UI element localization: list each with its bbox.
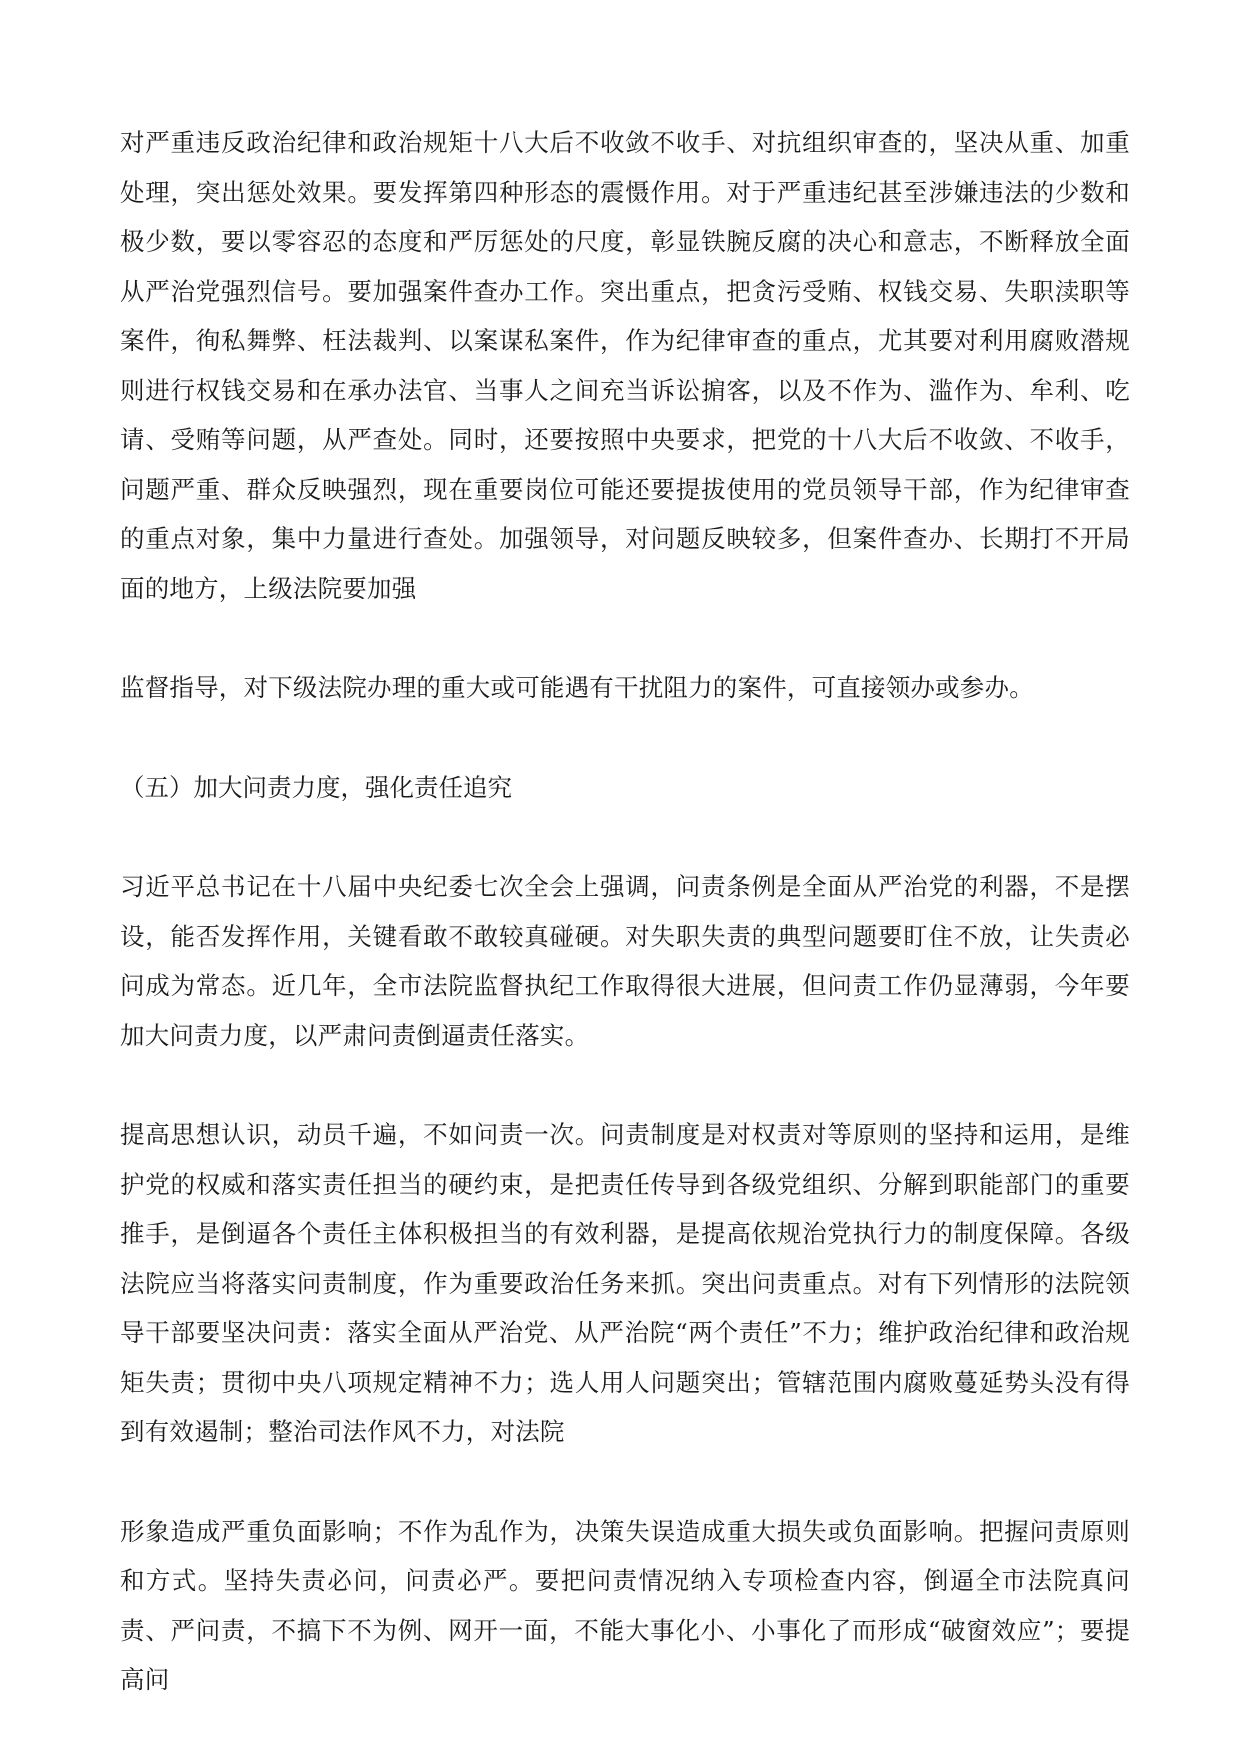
paragraph-xi-speech: 习近平总书记在十八届中央纪委七次全会上强调，问责条例是全面从严治党的利器，不是摆设，能否发挥作用，关键看敢不敢较真碰硬。对失职失责的典型问题要盯住不放，让失责必问成为常态。近几年，全市法院监督执纪工作取得很大进展，但问责工作仍显薄弱，今年要加大问责力度，以严肃问责倒逼责任落实。: [120, 872, 1130, 1050]
section-heading-accountability: （五）加大问责力度，强化责任追究: [120, 772, 512, 802]
document-page: [120, 118, 1130, 1705]
paragraph-raise-awareness: 提高思想认识，动员千遍，不如问责一次。问责制度是对权责对等原则的坚持和运用，是维护党的权威和落实责任担当的硬约束，是把责任传导到各级党组织、分解到职能部门的重要推手，是倒逼各个责任主体积极担当的有效利器，是提高依规治党执行力的制度保障。各级法院应当将落实问责制度，作为重要政治任务来抓。突出问责重点。对有下列情形的法院领导干部要坚决问责：落实全面从严治党、从严治院“两个责任”不力；维护政治纪律和政治规矩失责；贯彻中央八项规定精神不力；选人用人问题突出；管辖范围内腐败蔓延势头没有得到有效遏制；整治司法作风不力，对法院: [120, 1120, 1130, 1446]
page-break-gap: [120, 613, 1130, 663]
paragraph-supervision-guidance: 监督指导，对下级法院办理的重大或可能遇有干扰阻力的案件，可直接领办或参办。: [120, 673, 1034, 702]
paragraph-gap: [120, 713, 1130, 763]
paragraph-gap: [120, 812, 1130, 862]
paragraph-discipline-review: 对严重违反政治纪律和政治规矩十八大后不收敛不收手、对抗组织审查的，坚决从重、加重处理，突出惩处效果。要发挥第四种形态的震慑作用。对于严重违纪甚至涉嫌违法的少数和极少数，要以零容忍的态度和严厉惩处的尺度，彰显铁腕反腐的决心和意志，不断释放全面从严治党强烈信号。要加强案件查办工作。突出重点，把贪污受贿、权钱交易、失职渎职等案件，徇私舞弊、枉法裁判、以案谋私案件，作为纪律审查的重点，尤其要对利用腐败潜规则进行权钱交易和在承办法官、当事人之间充当诉讼掮客，以及不作为、滥作为、牟利、吃请、受贿等问题，从严查处。同时，还要按照中央要求，把党的十八大后不收敛、不收手，问题严重、群众反映强烈，现在重要岗位可能还要提拔使用的党员领导干部，作为纪律审查的重点对象，集中力量进行查处。加强领导，对问题反映较多，但案件查办、长期打不开局面的地方，上级法院要加强: [120, 128, 1130, 603]
page-break-gap: [120, 1457, 1130, 1507]
paragraph-accountability-principles: 形象造成严重负面影响；不作为乱作为，决策失误造成重大损失或负面影响。把握问责原则和方式。坚持失责必问，问责必严。要把问责情况纳入专项检查内容，倒逼全市法院真问责、严问责，不搞下不为例、网开一面，不能大事化小、小事化了而形成“破窗效应”；要提高问: [120, 1516, 1130, 1694]
paragraph-gap: [120, 1060, 1130, 1110]
